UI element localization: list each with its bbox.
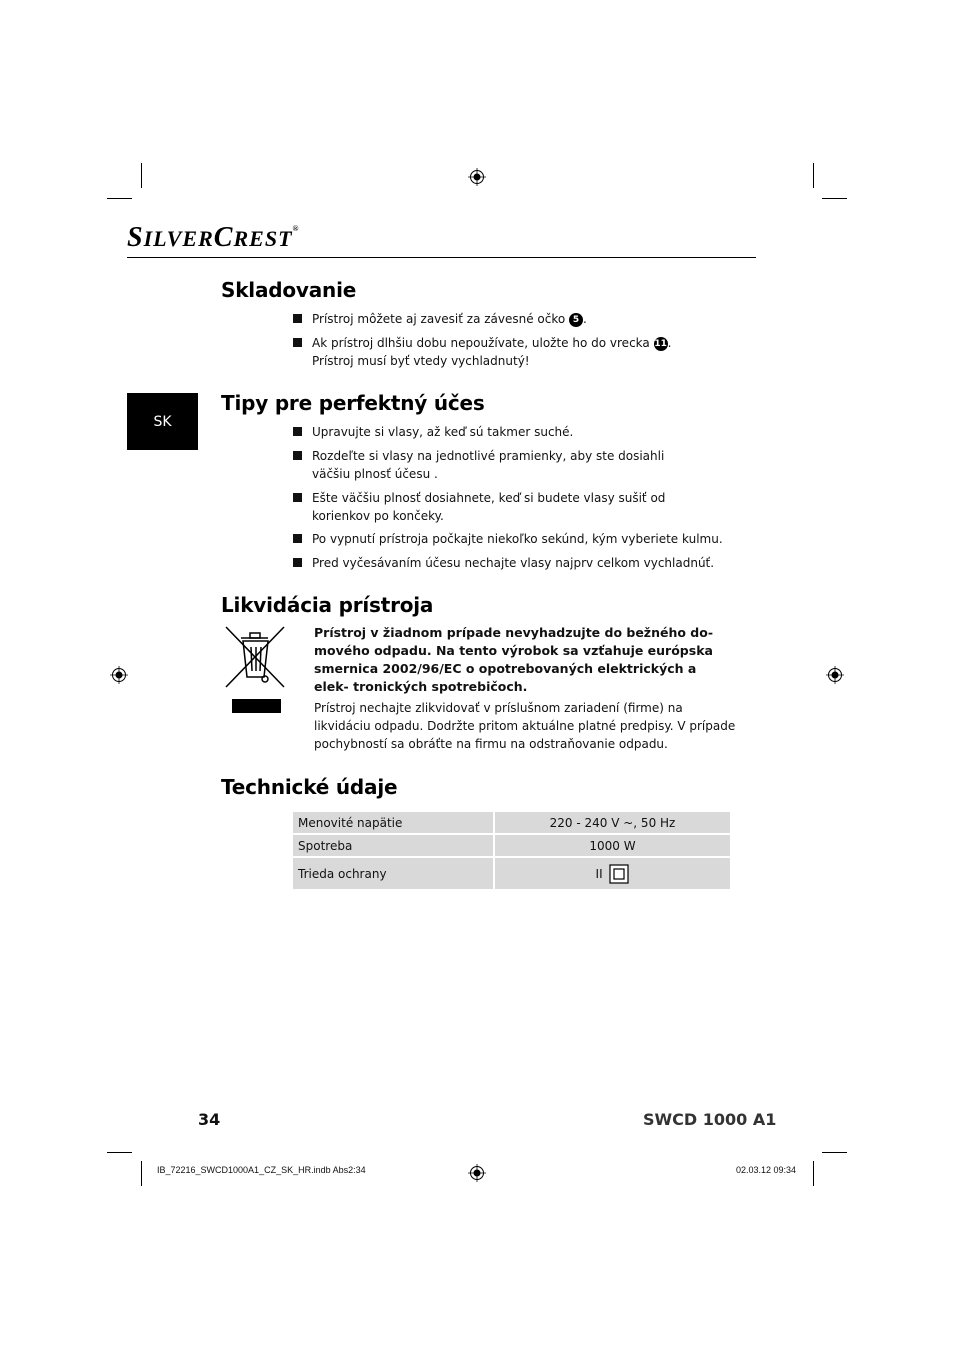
list-item: Po vypnutí prístroja počkajte niekoľko sekúnd, kým vyberiete kulmu. [293, 530, 733, 548]
reference-number-badge: 11 [654, 338, 667, 349]
registration-mark-icon [826, 666, 844, 684]
crossed-out-bin-icon [224, 625, 288, 715]
crop-mark [813, 163, 814, 188]
crop-mark [141, 1161, 142, 1186]
table-row [292, 857, 731, 890]
registration-mark-icon [468, 168, 486, 186]
table-row [292, 811, 731, 834]
bullet-square-icon [293, 451, 302, 460]
crop-mark [822, 198, 847, 199]
section-title-storage: Skladovanie [221, 278, 357, 302]
disposal-text: Prístroj nechajte zlikvidovať v príslušnom zariadení (firme) na likvidáciu odpadu. Dodržte pritom aktuálne platné predpisy. V prípade pochybností sa obráťte na firmu na odstraňovanie odpadu. [314, 701, 736, 751]
list-item: Ešte väčšiu plnosť dosiahnete, keď si budete vlasy sušiť od korienkov po končeky. [293, 489, 713, 525]
registration-mark-icon [110, 666, 128, 684]
disposal-warning: Prístroj v žiadnom prípade nevyhadzujte do bežného do- mového odpadu. Na tento výrobok sa vzťahuje európska smernica 2002/96/EC o opotrebovaných elektrických a elek- tronických spotrebičoch. [314, 625, 714, 694]
crop-mark [813, 1161, 814, 1186]
crop-mark [141, 163, 142, 188]
list-item: Rozdeľte si vlasy na jednotlivé pramienky, aby ste dosiahli väčšiu plnosť účesu . [293, 447, 705, 483]
bullet-square-icon [293, 427, 302, 436]
list-item: Pred vyčesávaním účesu nechajte vlasy najprv celkom vychladnúť. [293, 554, 733, 572]
crop-mark [107, 1152, 132, 1153]
table-cell-label: Menovité napätie [292, 811, 494, 834]
registration-mark-icon [468, 1164, 486, 1182]
bullet-square-icon [293, 558, 302, 567]
model-name: SWCD 1000 A1 [643, 1110, 777, 1129]
reference-number-badge: 5 [569, 313, 583, 327]
list-item: Ak prístroj dlhšiu dobu nepoužívate, uložte ho do vrecka 11. Prístroj musí byť vtedy vychladnutý! [293, 334, 733, 370]
crop-mark [107, 198, 132, 199]
brand-logo: SILVERCREST® [127, 222, 300, 253]
language-tab: SK [127, 393, 198, 450]
spec-table [291, 810, 732, 891]
header-rule [127, 257, 756, 258]
table-cell-value: 1000 W [494, 834, 731, 857]
bullet-square-icon [293, 338, 302, 347]
table-cell-value: II [494, 857, 731, 890]
crop-mark [822, 1152, 847, 1153]
table-row [292, 834, 731, 857]
list-item: Prístroj môžete aj zavesiť za závesné očko 5 . [293, 310, 733, 328]
double-insulation-icon [609, 864, 629, 884]
bullet-square-icon [293, 534, 302, 543]
section-title-disposal: Likvidácia prístroja [221, 593, 434, 617]
bullet-square-icon [293, 493, 302, 502]
print-slug-file: IB_72216_SWCD1000A1_CZ_SK_HR.indb Abs2:34 [157, 1165, 366, 1175]
list-item: Upravujte si vlasy, až keď sú takmer suché. [293, 423, 733, 441]
table-cell-value: 220 - 240 V ~, 50 Hz [494, 811, 731, 834]
print-slug-date: 02.03.12 09:34 [736, 1165, 797, 1175]
bullet-square-icon [293, 314, 302, 323]
section-title-tips: Tipy pre perfektný účes [221, 391, 485, 415]
section-title-tech: Technické údaje [221, 775, 398, 799]
page-number: 34 [198, 1110, 221, 1129]
table-cell-label: Spotreba [292, 834, 494, 857]
table-cell-label: Trieda ochrany [292, 857, 494, 890]
